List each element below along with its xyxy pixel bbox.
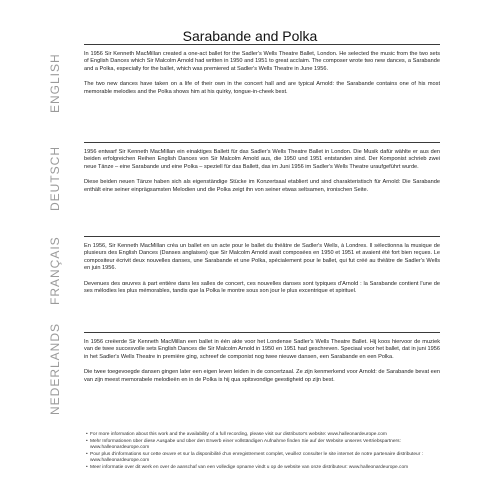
footer-line [86,432,446,439]
section-divider [84,236,440,237]
bullet-icon: • [86,451,88,457]
paragraph: In 1956 creëerde Sir Kenneth MacMillan een ballet in één akte voor het Londense Sadler's Wells Theatre Ballet. Hij koos hiervoor de muziek van de twee succesvolle sets English Dances die Sir Malcolm Arnold in 1950 en 1951 had geschreven. Speciaal voor het ballet, dat in juni 1956 in het Sadler's Wells Theatre in première ging, schreef de componist nog twee nieuwe dansen, een Sarabande en een Polka. [84,339,440,360]
paragraph: Devenues des œuvres à part entière dans les salles de concert, ces nouvelles danses sont typiques d'Arnold : la Sarabande contient l'une de ses mélodies les plus mémorables, tandis que la Polka le montre sous son jour le plus excentrique et spirituel. [84,280,440,295]
section-francais [48,236,440,305]
section-english [48,44,440,113]
footer-line [86,465,446,472]
section-divider [84,142,440,143]
bullet-icon: • [86,432,88,437]
section-nederlands [48,322,440,415]
footer-text-deutsch: Mehr Informationen über diese Ausgabe und über den Erwerb einer vollständigen Aufnahme finden Sie auf der Website unseres Vertriebspartners: www.halleonardeurope.com [90,438,401,451]
paragraph: En 1956, Sir Kenneth MacMillan créa un ballet en un acte pour le ballet du théâtre de Sadler's Wells, à Londres. Il sélectionna la musique de plusieurs des English Dances (Danses anglaises) que Sir Malcolm Arnold avait composées en 1950 et 1951 et avaient été fort bien reçues. Le compositeur écrivit deux nouvelles danses, une Sarabande et une Polka, spécialement pour le ballet, qui fut créé au théâtre de Sadler's Wells en juin 1956. [84,243,440,272]
footer-text-nederlands: Meer informatie over dit werk en over de aanschaf van een volledige opname vindt u op de website van onze distributeur: www.halleonardeurope.com [90,464,409,470]
footer-text-francais: Pour plus d'informations sur cette œuvre et sur la disponibilité d'un enregistrement complet, veuillez consulter le site internet de notre partenaire distributeur : www.halleonardeurope.com [90,451,423,464]
footer-line [86,452,446,465]
language-label: FRANÇAIS [48,236,62,305]
section-deutsch [48,142,440,211]
language-label: DEUTSCH [48,145,62,211]
footer-notes [86,432,446,472]
language-label: NEDERLANDS [48,322,62,415]
paragraph: Diese beiden neuen Tänze haben sich als eigenständige Stücke im Konzertsaal etabliert und sind charakteristisch für Arnold: Die Sarabande enthält eine seiner einprägsamsten Melodien und die Polka zeigt ihn von seiner etwas seltsamen, ironischen Seite. [84,179,440,193]
paragraph: In 1956 Sir Kenneth MacMillan created a one-act ballet for the Sadler's Wells Theatre Ballet, London. He selected the music from the two sets of English Dances which Sir Malcolm Arnold had written in 1950 and 1951 to great acclaim. The composer wrote two new dances, a Sarabande and a Polka, especially for the ballet, which was premiered at Sadler's Wells Theatre in June 1956. [84,51,440,72]
page-title: Sarabande and Polka [182,28,318,44]
paragraph: The two new dances have taken on a life of their own in the concert hall and are typical Arnold: the Sarabande contains one of his most memorable melodies and the Polka shows him at his quirky, tongue-in-cheek best. [84,81,440,95]
section-divider [84,332,440,333]
section-divider [84,44,440,45]
footer-text-english: For more information about this work and the availability of a full recording, please visit our distributor's website: www.halleonardeurope.com [90,432,387,437]
bullet-icon: • [86,438,88,444]
paragraph: 1956 entwarf Sir Kenneth MacMillan ein einaktiges Ballett für das Sadler's Wells Theatre Ballet in London. Die Musik dafür wählte er aus den beiden erfolgreichen Reihen English Dances von Sir Malcolm Arnold aus, die 1950 und 1951 entstanden sind. Der Komponist schrieb zwei neue Tänze – eine Sarabande und eine Polka – speziell für das Ballett, das im Juni 1956 im Sadler's Wells Theatre uraufgeführt wurde. [84,149,440,170]
bullet-icon: • [86,464,88,470]
paragraph: Die twee toegevoegde dansen gingen later een eigen leven leiden in de concertzaal. Ze zijn kenmerkend voor Arnold: de Sarabande bevat een van zijn meest memorabele melodieën en in de Polka is hij qua spitsvondige geestigheid op zijn best. [84,369,440,383]
language-label: ENGLISH [48,53,62,113]
footer-line [86,439,446,452]
